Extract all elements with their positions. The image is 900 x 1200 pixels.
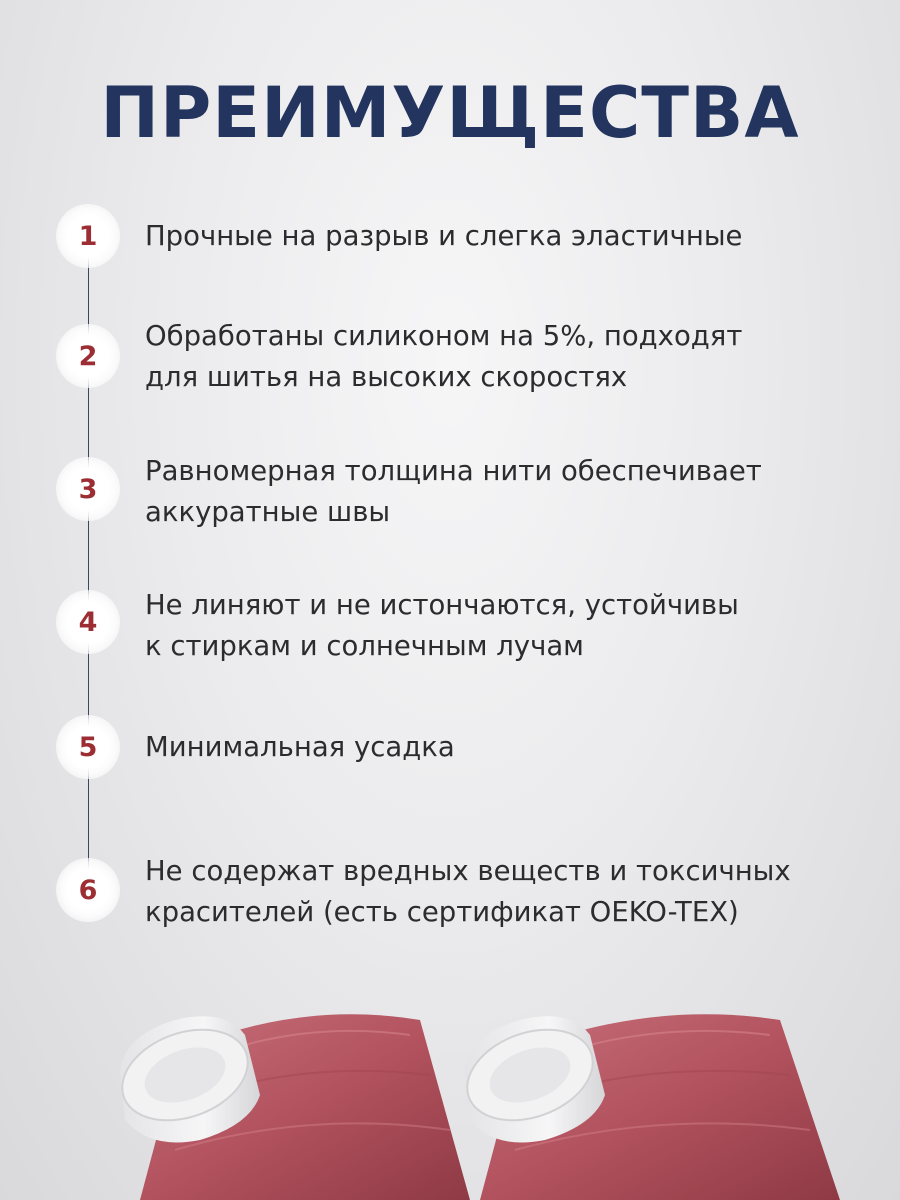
thread-spools-icon [0,990,900,1200]
benefit-line: Обработаны силиконом на 5%, подходят [145,320,743,352]
benefit-line: аккуратные швы [145,496,391,528]
page-title: ПРЕИМУЩЕСТВА [100,72,800,154]
benefit-text-3 [145,451,845,533]
right-spool [455,1013,840,1200]
benefit-line: к стиркам и солнечным лучам [145,630,584,662]
number-badge-6 [56,858,120,922]
benefit-line: для шитья на высоких скоростях [145,361,628,393]
benefit-text-1 [145,216,845,257]
number-badge-2 [56,324,120,388]
badge-number: 4 [78,606,98,638]
badge-number: 6 [78,874,98,906]
benefit-line: Не линяют и не истончаются, устойчивы [145,589,739,621]
benefit-line: Равномерная толщина нити обеспечивает [145,455,762,487]
benefit-line: Минимальная усадка [145,731,455,763]
badge-number: 2 [78,340,98,372]
number-badge-1 [56,204,120,268]
benefit-line: Прочные на разрыв и слегка эластичные [145,220,743,252]
number-badge-4 [56,590,120,654]
benefit-text-6 [145,851,845,933]
badge-number: 5 [78,731,98,763]
badge-number: 1 [78,220,98,252]
benefit-text-5 [145,727,845,768]
number-badge-3 [56,457,120,521]
benefit-line: красителей (есть сертификат OEKO-TEX) [145,896,739,928]
number-badge-5 [56,715,120,779]
badge-number: 3 [78,473,98,505]
benefit-line: Не содержат вредных веществ и токсичных [145,855,791,887]
benefit-text-4 [145,585,845,667]
benefit-text-2 [145,316,845,398]
left-spool [110,1013,470,1200]
